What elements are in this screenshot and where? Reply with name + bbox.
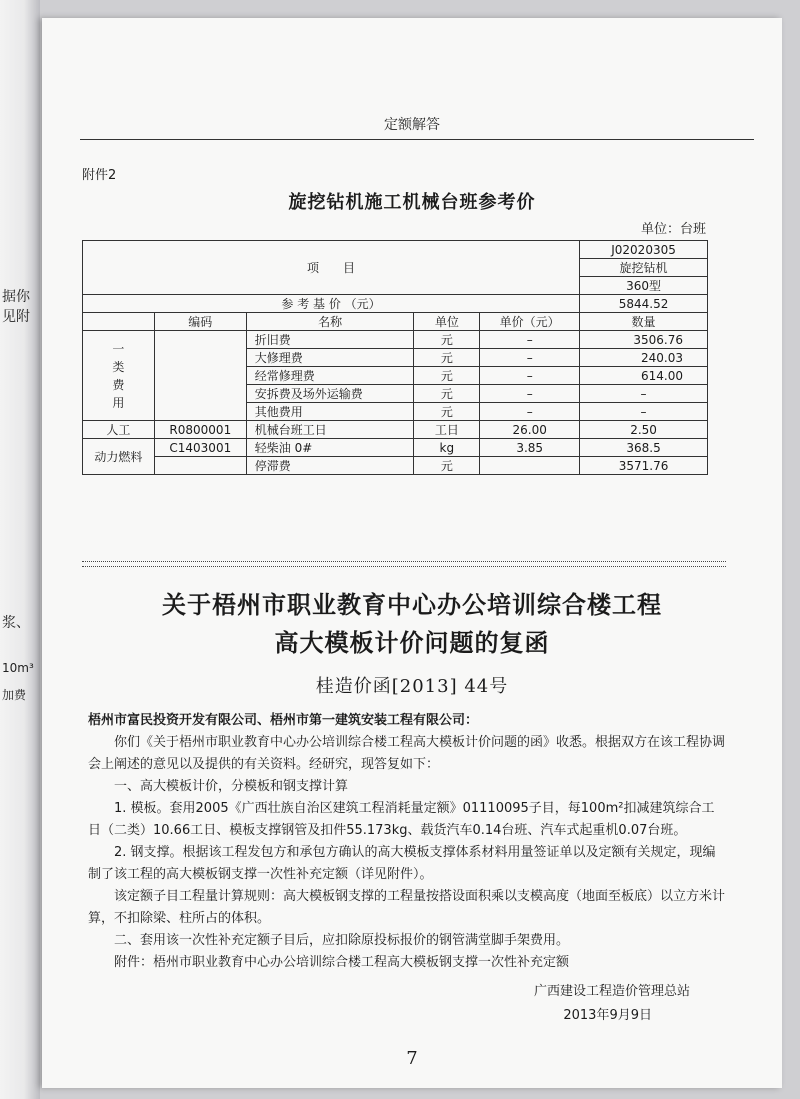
cost-price: – (480, 385, 580, 403)
cost-name: 折旧费 (246, 331, 414, 349)
table-row (83, 331, 708, 349)
spine-fragment: 10m³ (2, 661, 34, 675)
body-paragraph: 该定额子目工程量计算规则：高大模板钢支撑的工程量按搭设面积乘以支模高度（地面至板底）以立方米计算，不扣除梁、柱所占的体积。 (88, 889, 726, 926)
cost-name: 其他费用 (246, 403, 414, 421)
cost-name: 安拆费及场外运输费 (246, 385, 414, 403)
addressee: 梧州市富民投资开发有限公司、梧州市第一建筑安装工程有限公司： (88, 713, 479, 728)
column-header: 数量 (580, 313, 708, 331)
column-header: 单位 (414, 313, 480, 331)
attachment-label: 附件2 (82, 168, 117, 183)
cost-price: 26.00 (480, 421, 580, 439)
cost-qty: 3506.76 (580, 331, 708, 349)
cost-unit: 元 (414, 385, 480, 403)
machine-model: 360型 (580, 277, 708, 295)
spine-fragment: 浆、 (2, 615, 30, 631)
cost-price (480, 457, 580, 475)
cost-price: – (480, 367, 580, 385)
cost-code: C1403001 (154, 439, 246, 457)
cost-unit: 元 (414, 403, 480, 421)
table-unit: 单位：台班 (640, 222, 706, 237)
document-page (42, 18, 782, 1088)
column-header: 编码 (154, 313, 246, 331)
section-separator (82, 561, 726, 567)
cost-qty: 2.50 (580, 421, 708, 439)
cost-unit: 元 (414, 349, 480, 367)
base-price: 5844.52 (580, 295, 708, 313)
article-title-line-2: 高大模板计价问题的复函 (274, 628, 550, 657)
cost-category: 动力燃料 (83, 439, 155, 475)
adjacent-page-spine (0, 0, 40, 1099)
cost-name: 轻柴油 0# (246, 439, 414, 457)
cost-price: – (480, 349, 580, 367)
item-label: 项 目 (83, 241, 580, 295)
category-code (154, 331, 246, 421)
body-paragraph: 1. 模板。套用2005《广西壮族自治区建筑工程消耗量定额》01110095子目，每100m²扣减建筑综合工日（二类）10.66工日、模板支撑钢管及扣件55.173kg、载货汽车0.14台班、汽车式起重机0.07台班。 (88, 801, 715, 838)
document-number: 桂造价函[2013] 44号 (315, 676, 509, 697)
cost-qty: – (580, 403, 708, 421)
table-row (83, 295, 708, 313)
machine-code: J02020305 (580, 241, 708, 259)
spine-fragment: 见附 (2, 309, 30, 325)
table-row (83, 439, 708, 457)
cost-unit: 工日 (414, 421, 480, 439)
cost-unit: 元 (414, 457, 480, 475)
page-number: 7 (406, 1048, 418, 1069)
cost-qty: 3571.76 (580, 457, 708, 475)
column-header: 单价（元） (480, 313, 580, 331)
cost-price: – (480, 403, 580, 421)
cost-name: 经常修理费 (246, 367, 414, 385)
section-header: 定额解答 (384, 117, 440, 133)
column-header: 名称 (246, 313, 414, 331)
cost-code: R0800001 (154, 421, 246, 439)
cost-name: 停滞费 (246, 457, 414, 475)
cost-name: 大修理费 (246, 349, 414, 367)
table-header-row (83, 313, 708, 331)
body-paragraph: 二、套用该一次性补充定额子目后，应扣除原投标报价的钢管满堂脚手架费用。 (114, 933, 570, 948)
signature-date: 2013年9月9日 (563, 1008, 652, 1023)
base-price-label: 参 考 基 价 （元） (83, 295, 580, 313)
spine-fragment: 据你 (2, 289, 30, 305)
cost-unit: 元 (414, 367, 480, 385)
body-paragraph: 2. 钢支撑。根据该工程发包方和承包方确认的高大模板支撑体系材料用量签证单以及定额有关规定，现编制了该工程的高大模板钢支撑一次性补充定额（详见附件）。 (88, 845, 716, 882)
machine-cost-table (82, 240, 708, 475)
spine-fragment: 加费 (2, 688, 27, 702)
body-paragraph: 一、高大模板计价，分模板和钢支撑计算 (114, 779, 349, 794)
cost-qty: 614.00 (580, 367, 708, 385)
cost-price: – (480, 331, 580, 349)
cost-qty: – (580, 385, 708, 403)
machine-name: 旋挖钻机 (580, 259, 708, 277)
signature-organization: 广西建设工程造价管理总站 (533, 984, 690, 999)
cost-category: 人工 (83, 421, 155, 439)
category-first-class-fees: 一 类 费 用 (83, 331, 155, 421)
cost-unit: kg (414, 439, 480, 457)
cost-qty: 240.03 (580, 349, 708, 367)
cost-price: 3.85 (480, 439, 580, 457)
table-row (83, 457, 708, 475)
article-title-line-1: 关于梧州市职业教育中心办公培训综合楼工程 (162, 590, 662, 619)
table-row (83, 241, 708, 259)
cost-qty: 368.5 (580, 439, 708, 457)
cost-unit: 元 (414, 331, 480, 349)
header-divider (80, 139, 754, 140)
cost-code (154, 457, 246, 475)
cost-name: 机械台班工日 (246, 421, 414, 439)
table-title: 旋挖钻机施工机械台班参考价 (288, 192, 536, 213)
table-row (83, 421, 708, 439)
attachment-note: 附件：梧州市职业教育中心办公培训综合楼工程高大模板钢支撑一次性补充定额 (114, 955, 570, 970)
body-paragraph: 你们《关于梧州市职业教育中心办公培训综合楼工程高大模板计价问题的函》收悉。根据双方在该工程协调会上阐述的意见以及提供的有关资料。经研究，现答复如下： (88, 735, 726, 772)
